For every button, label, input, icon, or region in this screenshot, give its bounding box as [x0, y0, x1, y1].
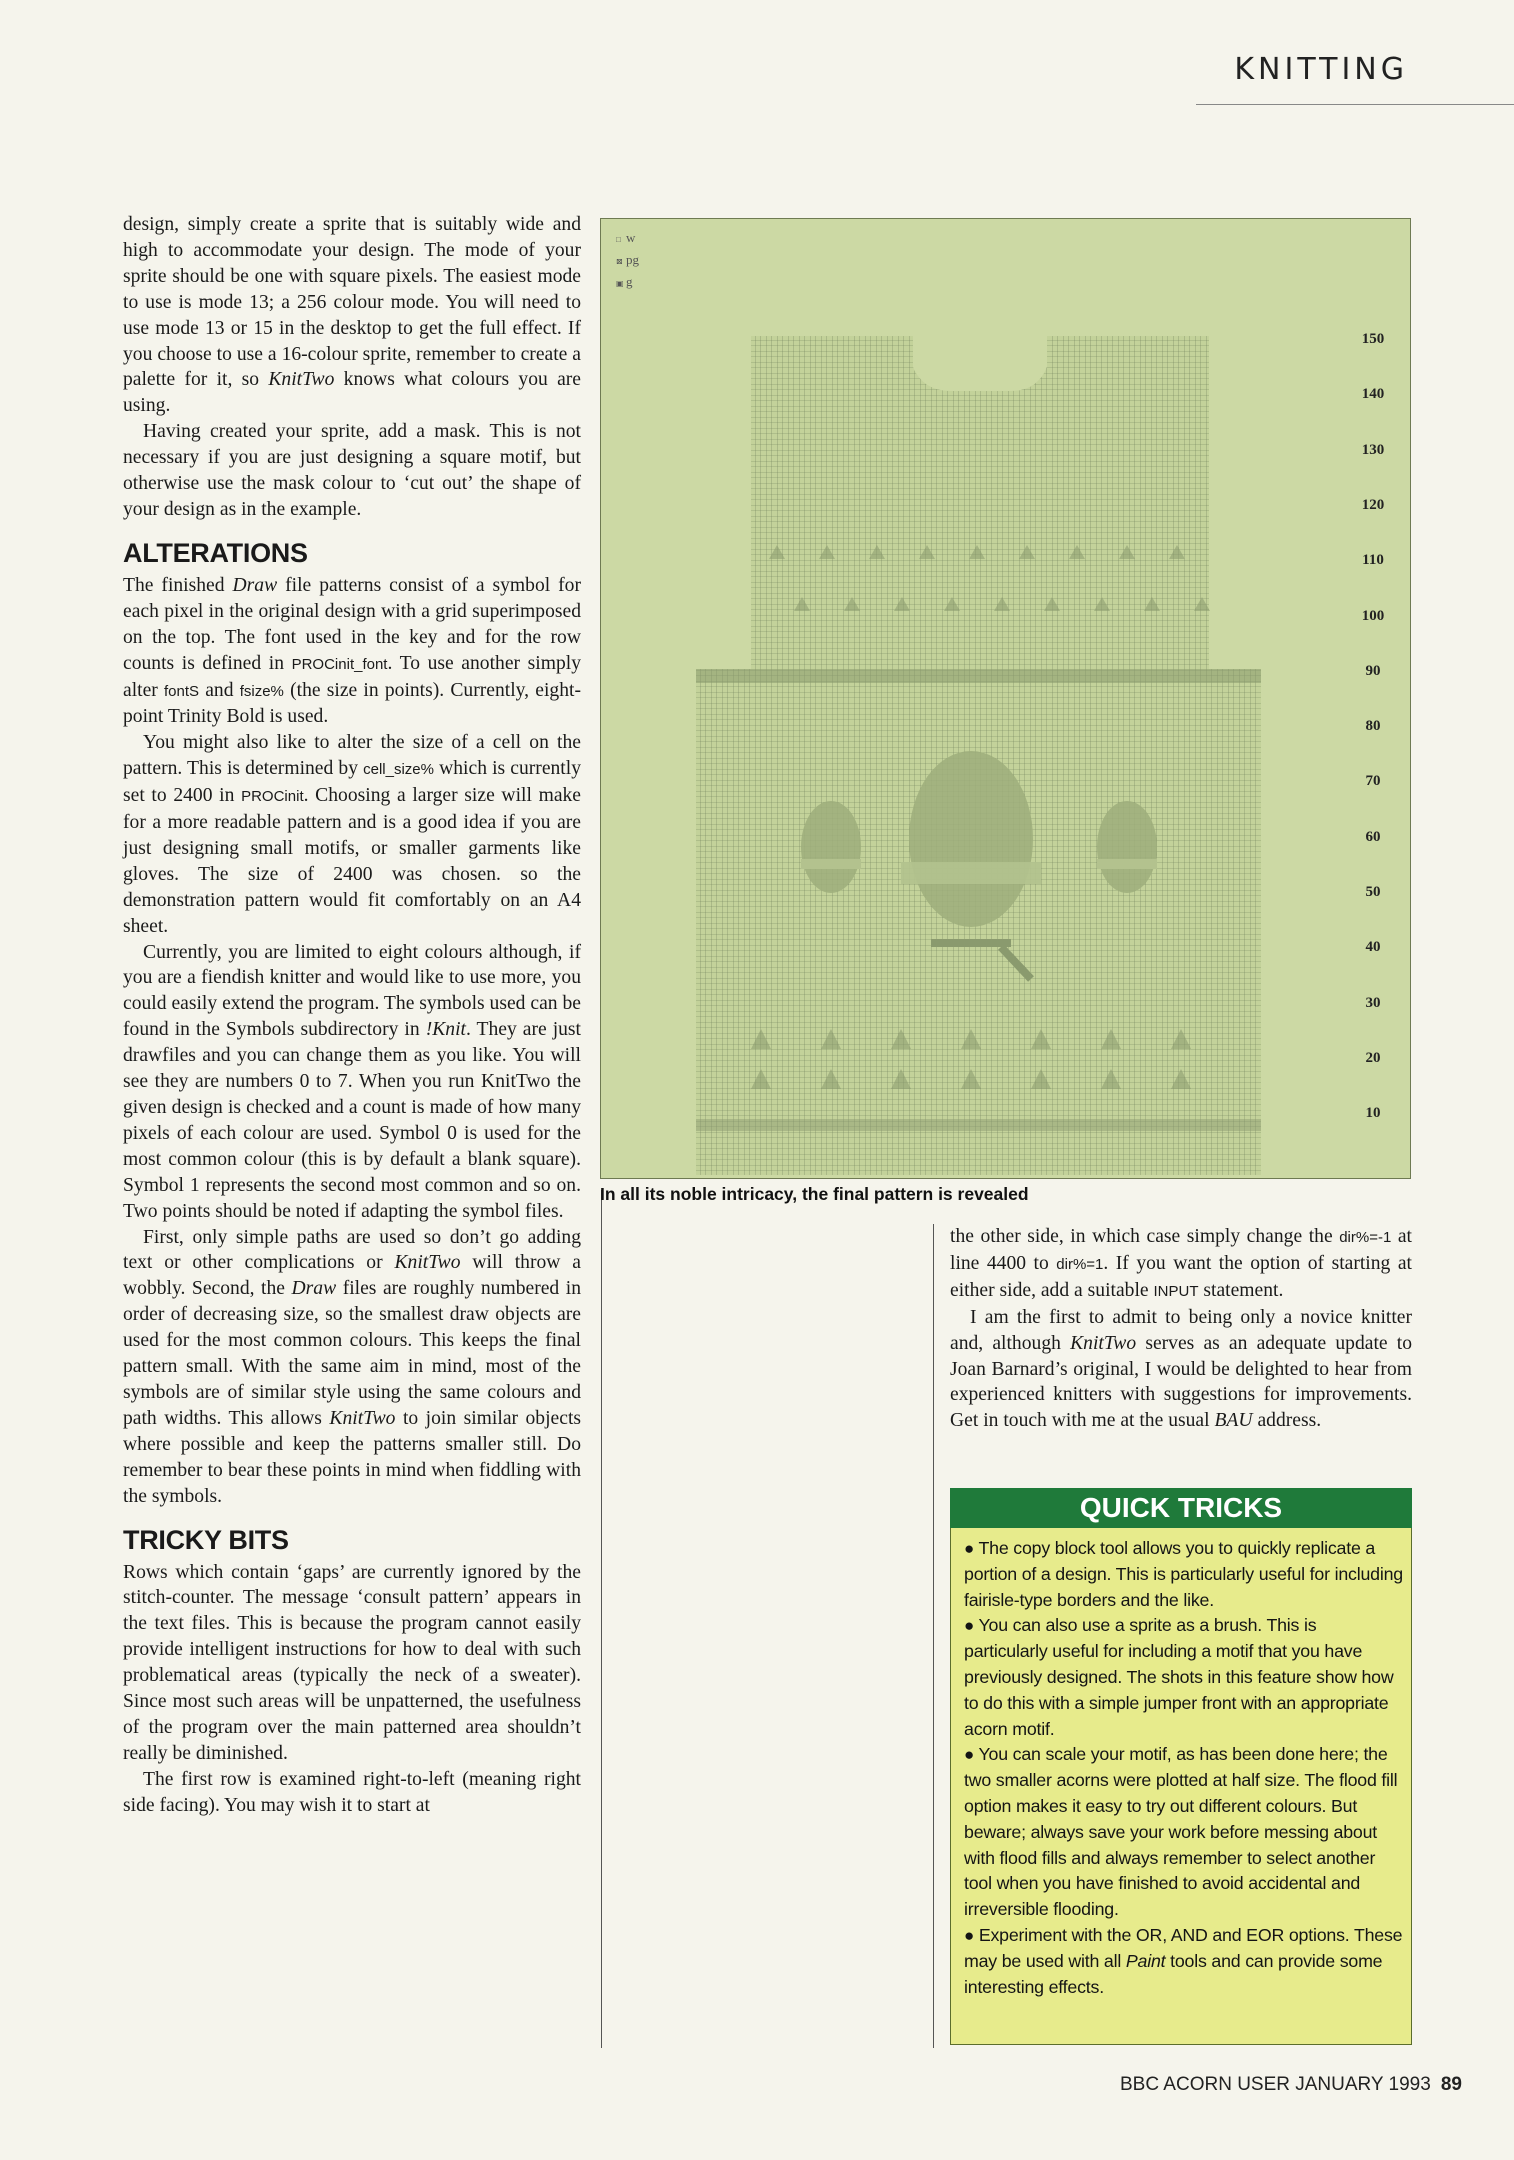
knitting-pattern-figure — [600, 218, 1411, 1179]
bullet-icon: ● — [964, 1616, 975, 1636]
bullet-icon: ● — [964, 1925, 975, 1945]
row-number: 120 — [1361, 496, 1385, 513]
acorn-small-left-band — [801, 859, 861, 869]
column-rule — [601, 1190, 602, 2048]
paragraph: You might also like to alter the size of a cell on the pattern. This is determined by cell_size% which is currently set to 2400 in PROCinit. Choosing a larger size will make for a more readable pattern and is a good idea if you are just designing small motifs, or smaller garments like gloves. The size of 2400 was chosen. so the demonstration pattern would fit comfortably on an A4 sheet. — [123, 732, 582, 937]
row-number: 80 — [1365, 718, 1381, 735]
row-number: 20 — [1365, 1049, 1381, 1066]
bullet-icon: ● — [964, 1745, 975, 1765]
key-entry: ▣ g — [616, 274, 633, 289]
paragraph: First, only simple paths are used so don’t go adding text or other complications or KnitTwo will throw a wobbly. Second, the Draw files are roughly numbered in order of decreasing size, so the smallest draw objects are used for the most common colours. This keeps the final pattern small. With the same aim in mind, most of the symbols are of similar style using the same colours and path widths. This allows KnitTwo to join similar objects where possible and keep the patterns smaller still. Do remember to bear these points in mind when fiddling with the symbols. — [123, 1226, 582, 1507]
acorn-small-left — [801, 801, 861, 893]
quick-tricks-title: QUICK TRICKS — [950, 1488, 1412, 1528]
row-number: 90 — [1365, 662, 1381, 679]
paragraph: Currently, you are limited to eight colours although, if you are a fiendish knitter and would like to use more, you could easily extend the program. The symbols used can be found in the Symbols subdirectory in !Knit. They are just drawfiles and you can change them as you like. You will see they are numbers 0 to 7. When you run KnitTwo the given design is checked and a count is made of how many pixels of each colour are used. Symbol 0 is used for the most common colour (this is by default a blank square). Symbol 1 represents the second most common and so on. Two points should be noted if adapting the symbol files. — [123, 941, 582, 1222]
row-number: 70 — [1365, 773, 1381, 790]
subheading-alterations: ALTERATIONS — [123, 537, 308, 568]
pattern-key — [616, 228, 639, 294]
key-entry: ⊠ pg — [616, 252, 639, 267]
column-rule — [933, 1224, 934, 2048]
row-number: 150 — [1361, 331, 1385, 347]
magazine-issue: BBC ACORN USER JANUARY 1993 — [1120, 2074, 1431, 2095]
paragraph: design, simply create a sprite that is suitably wide and high to accommodate your design. The mode of your sprite should be one with square pixels. The easiest mode to use is mode 13; a 256 colour mode. You will need to use mode 13 or 15 in the desktop to get the full effect. If you choose to use a 16-colour sprite, remember to create a palette for it, so KnitTwo knows what colours you are using. — [123, 214, 581, 417]
paragraph: the other side, in which case simply change the dir%=-1 at line 4400 to dir%=1. If you want the option of starting at either side, add a suitable INPUT statement. — [950, 1226, 1412, 1301]
paragraph: The finished Draw file patterns consist of a symbol for each pixel in the original design with a grid superimposed on the top. The font used in the key and for the row counts is defined in PROCinit_font. To use another simply alter fontS and fsize% (the size in points). Currently, eight-point Trinity Bold is used. — [123, 574, 582, 728]
acorn-large — [909, 751, 1033, 927]
row-number: 50 — [1365, 884, 1381, 900]
page-footer — [1120, 2074, 1462, 2096]
paragraph: Rows which contain ‘gaps’ are currently ignored by the stitch-counter. The message ‘consult pattern’ appears in the text files. This is because the program cannot easily provide intelligent instructions for how to deal with such problematical areas (typically the neck of a sweater). Since most such areas will be unpatterned, the usefulness of the program over the main patterned area shouldn’t really be diminished. — [123, 1561, 581, 1764]
acorn-small-right-band — [1097, 859, 1157, 869]
tip-item: ● You can also use a sprite as a brush. This is particularly useful for including a motif that you have previously designed. The shots in this feature show how to do this with a simple jumper front with an appropriate acorn motif. — [964, 1615, 1394, 1739]
key-entry: □ w — [616, 230, 636, 245]
page-number: 89 — [1440, 2074, 1462, 2095]
article-column-right — [950, 1224, 1412, 1434]
row-number: 30 — [1365, 994, 1381, 1011]
header-rule — [1196, 104, 1514, 105]
tip-item: ● The copy block tool allows you to quickly replicate a portion of a design. This is particularly useful for including fairisle-type borders and the like. — [964, 1538, 1403, 1610]
row-number: 10 — [1365, 1105, 1381, 1122]
paragraph: I am the first to admit to being only a novice knitter and, although KnitTwo serves as an adequate update to Joan Barnard’s original, I would be delighted to hear from experienced knitters with suggestions for improvements. Get in touch with me at the usual BAU address. — [950, 1306, 1412, 1432]
article-column-left — [123, 212, 581, 1819]
bullet-icon: ● — [964, 1539, 975, 1558]
subheading-tricky-bits: TRICKY BITS — [123, 1524, 289, 1555]
acorn-small-right — [1097, 801, 1157, 893]
quick-tricks-text — [964, 1536, 1404, 2000]
acorn-stem — [931, 939, 1011, 947]
tip-item: ● You can scale your motif, as has been done here; the two smaller acorns were plotted at half size. The flood fill option makes it easy to try out different colours. But beware; always save your work before messing about with flood fills and always remember to select another tool when you have finished to avoid accidental and irreversible flooding. — [964, 1744, 1398, 1920]
paragraph: Having created your sprite, add a mask. This is not necessary if you are just designing a square motif, but otherwise use the mask colour to ‘cut out’ the shape of your design as in the example. — [123, 421, 581, 520]
figure-caption: In all its noble intricacy, the final pattern is revealed — [600, 1184, 1029, 1204]
section-label: KNITTING — [1234, 52, 1408, 87]
garment-shape — [601, 219, 1410, 1178]
row-number: 110 — [1362, 552, 1384, 569]
tip-item: ● Experiment with the OR, AND and EOR options. These may be used with all Paint tools and can provide some interesting effects. — [964, 1924, 1403, 1997]
row-number: 130 — [1361, 441, 1385, 458]
row-number: 40 — [1365, 939, 1381, 956]
row-number: 140 — [1361, 386, 1385, 403]
row-number: 60 — [1365, 828, 1381, 845]
paragraph: The first row is examined right-to-left (meaning right side facing). You may wish it to start at — [123, 1768, 581, 1816]
row-number: 100 — [1361, 607, 1385, 624]
acorn-cup-band — [901, 862, 1041, 884]
knitting-pattern-chart — [601, 219, 1410, 1178]
